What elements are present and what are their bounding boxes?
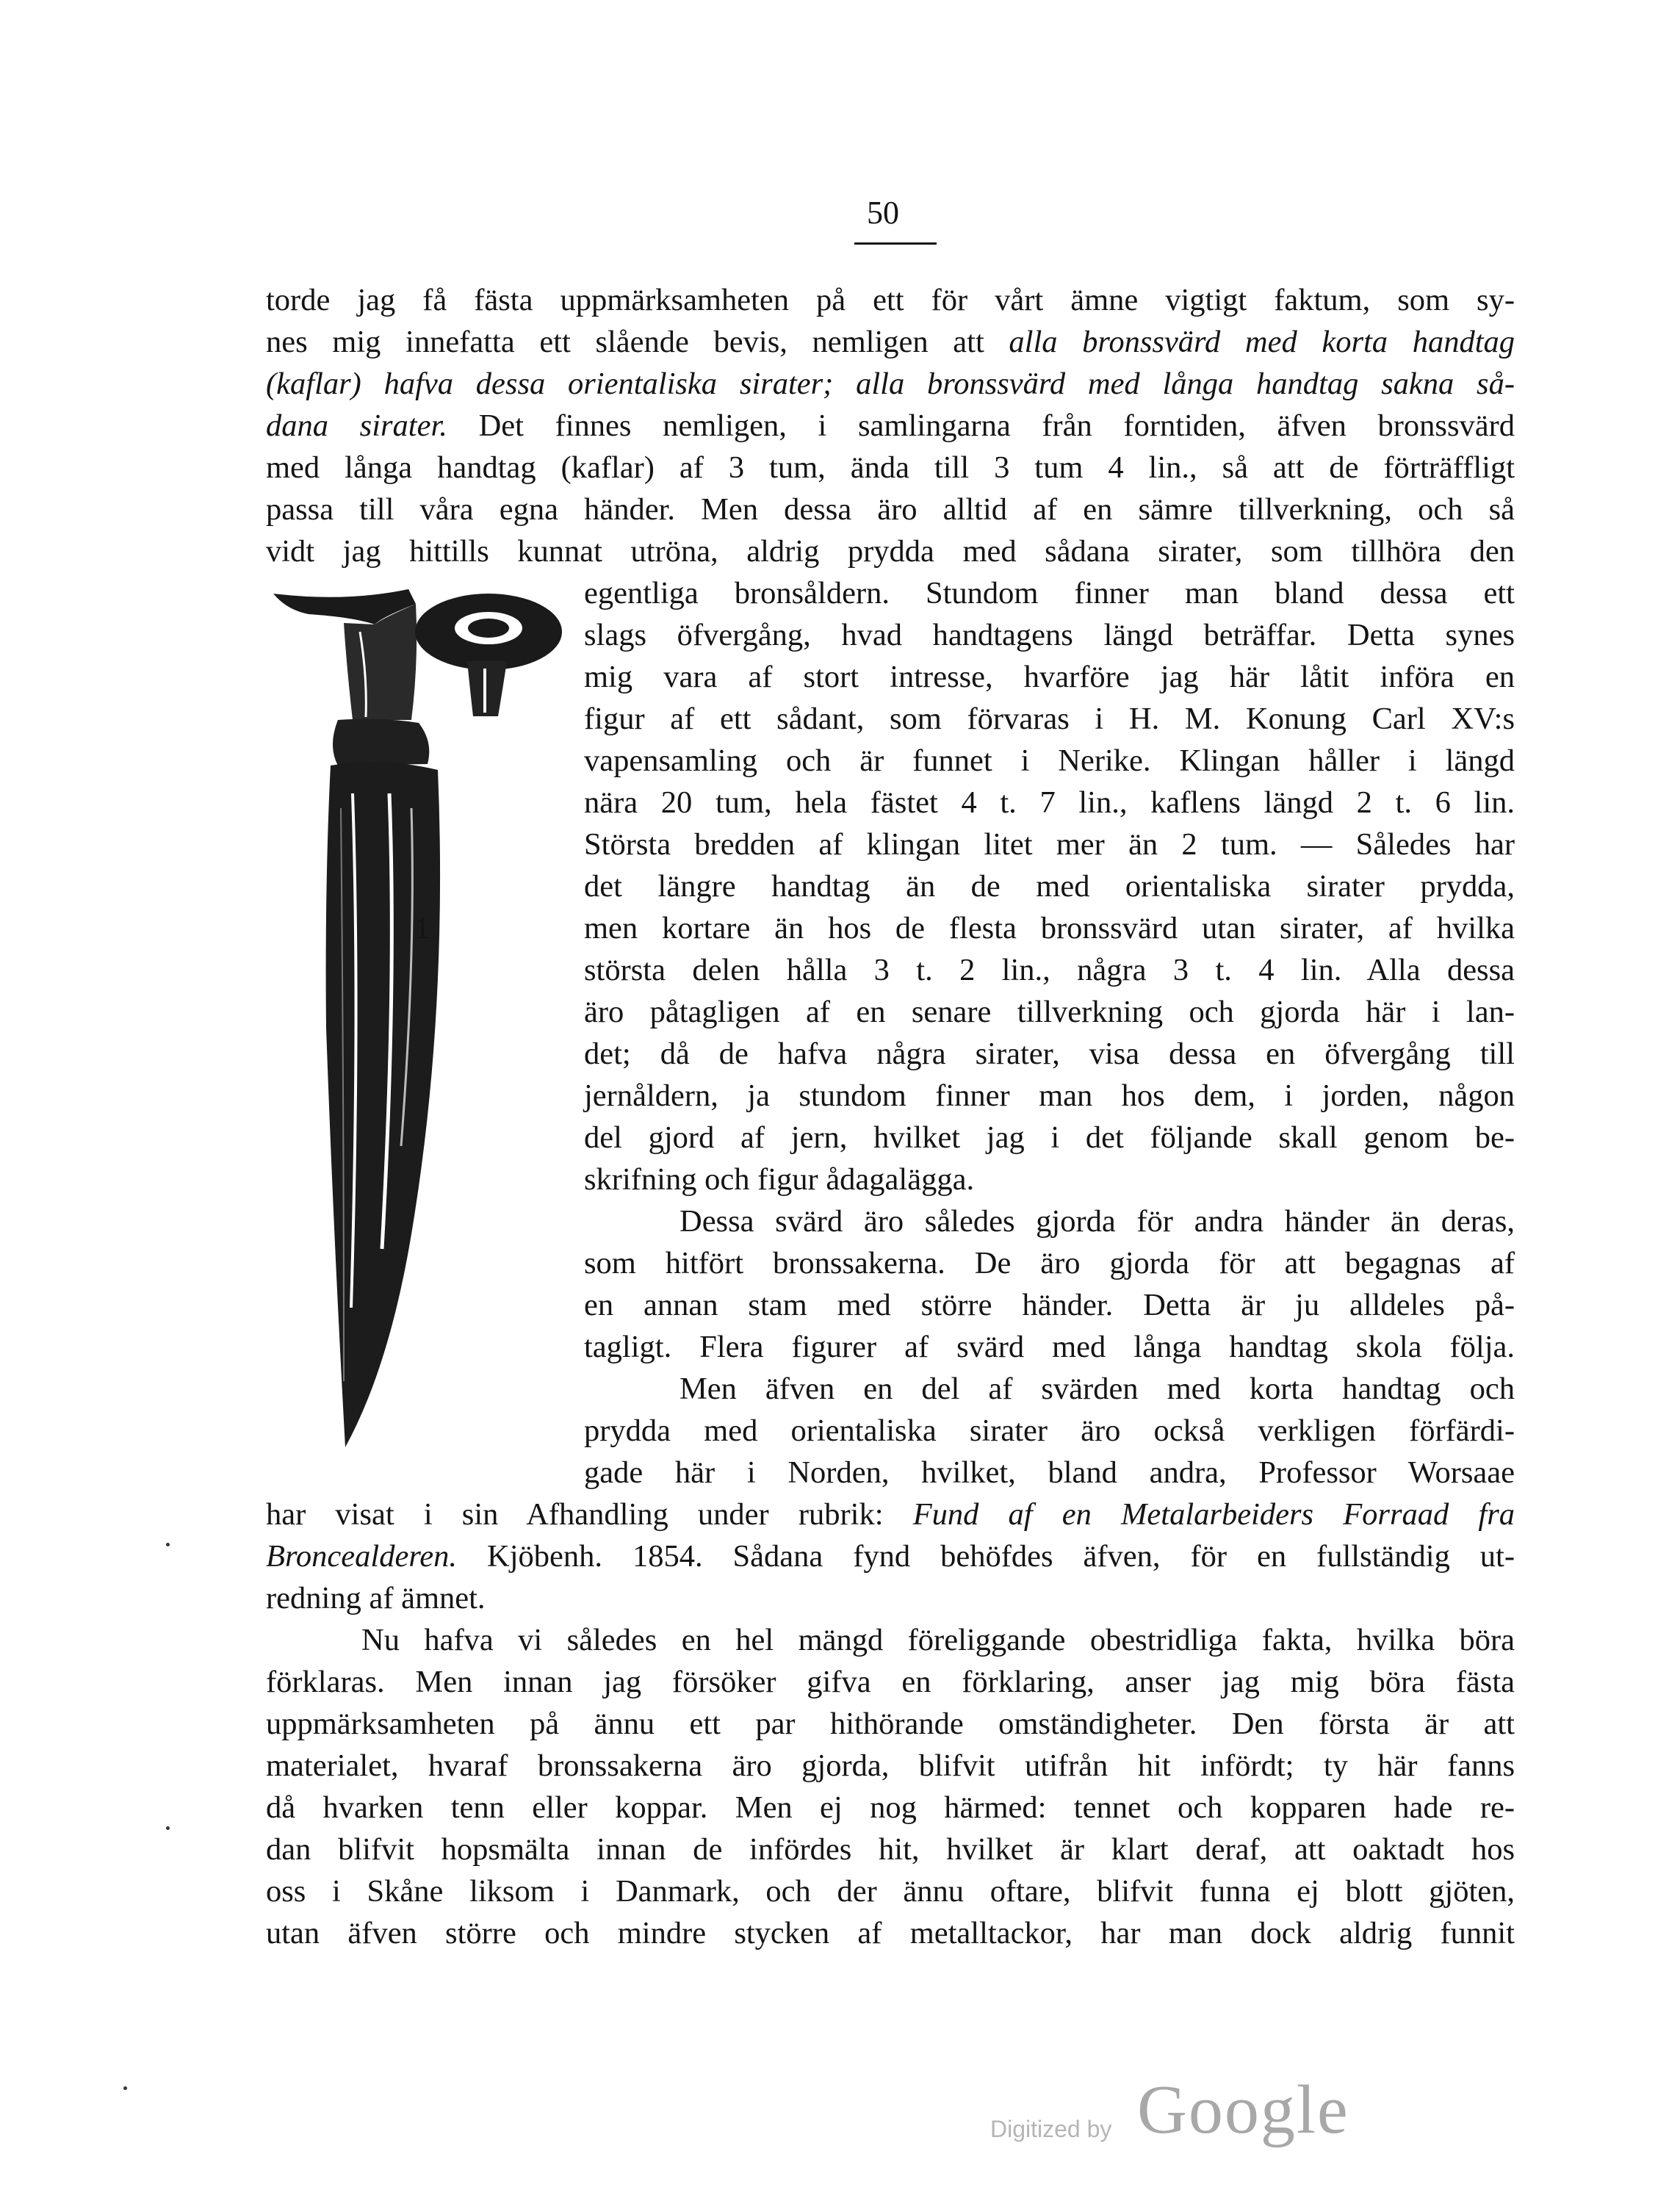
digitized-by-text: Digitized by: [990, 2116, 1112, 2142]
text-line: egentliga bronsåldern. Stundom finner man bland dessa ett: [584, 576, 1515, 610]
text-line: [266, 321, 1515, 363]
text-line: utan äfven större och mindre stycken af metalltackor, har man dock aldrig funnit: [266, 1916, 1515, 1950]
margin-speck: [166, 1826, 170, 1830]
text-span: Det finnes nemligen, i samlingarna från forntiden, äfven bronssvärd: [478, 408, 1515, 443]
text-line: gade här i Norden, hvilket, bland andra, Professor Worsaae: [584, 1455, 1515, 1490]
text-line: äro påtagligen af en senare tillverkning och gjorda här i lan-: [584, 995, 1515, 1029]
text-line: vidt jag hittills kunnat utröna, aldrig prydda med sådana sirater, som tillhöra den: [266, 534, 1515, 569]
text-line: uppmärksamheten på ännu ett par hithörande omständigheter. Den första är att: [266, 1707, 1515, 1741]
text-span: Kjöbenh. 1854. Sådana fynd behöfdes äfven, för en fullständig ut-: [487, 1539, 1515, 1574]
text-line: en annan stam med större händer. Detta är ju alldeles på-: [584, 1288, 1515, 1322]
text-line: det; då de hafva några sirater, visa dessa en öfvergång till: [584, 1037, 1515, 1071]
page-number-rule: [854, 242, 937, 245]
text-line: men kortare än hos de flesta bronssvärd utan sirater, af hvilka: [584, 911, 1515, 945]
text-line: figur af ett sådant, som förvaras i H. M. Konung Carl XV:s: [584, 702, 1515, 736]
text-line: [266, 405, 1515, 447]
text-line: Dessa svärd äro således gjorda för andra händer än deras,: [680, 1204, 1515, 1239]
text-line: dan blifvit hopsmälta innan de infördes hit, hvilket är klart deraf, att oaktadt hos: [266, 1832, 1515, 1867]
italic-span: dana sirater.: [266, 408, 447, 443]
text-line: [266, 1535, 1515, 1577]
text-line: torde jag få fästa uppmärksamheten på ett för vårt ämne vigtigt faktum, som sy-: [266, 283, 1515, 317]
text-line: Största bredden af klingan litet mer än 2 tum. — Således har: [584, 827, 1515, 862]
text-line: materialet, hvaraf bronssakerna äro gjorda, blifvit utifrån hit infördt; ty här fanns: [266, 1748, 1515, 1783]
text-line: Men äfven en del af svärden med korta handtag och: [680, 1372, 1515, 1406]
italic-span: Fund af en Metalarbeiders Forraad fra: [912, 1497, 1515, 1532]
text-line: prydda med orientaliska sirater äro också verkligen förfärdi-: [584, 1413, 1515, 1448]
pommel-detail: [411, 588, 566, 720]
text-line: förklaras. Men innan jag försöker gifva en förklaring, anser jag mig böra fästa: [266, 1665, 1515, 1699]
margin-speck: [166, 1543, 170, 1546]
italic-span: alla bronssvärd med korta handtag: [1009, 325, 1515, 359]
text-line: mig vara af stort intresse, hvarföre jag här låtit införa en: [584, 660, 1515, 694]
text-line: största delen hålla 3 t. 2 lin., några 3 t. 4 lin. Alla dessa: [584, 953, 1515, 987]
text-line: tagligt. Flera figurer af svärd med långa handtag skola följa.: [584, 1330, 1515, 1364]
text-line: som hitfört bronssakerna. De äro gjorda för att begagnas af: [584, 1246, 1515, 1280]
text-line: det längre handtag än de med orientaliska sirater prydda,: [584, 869, 1515, 904]
text-line: del gjord af jern, hvilket jag i det följande skall genom be-: [584, 1120, 1515, 1155]
italic-span: Broncealderen.: [266, 1539, 458, 1574]
google-logo: Google: [1137, 2072, 1349, 2148]
text-line: jernåldern, ja stundom finner man hos dem, i jorden, någon: [584, 1078, 1515, 1113]
text-span: nes mig innefatta ett slående bevis, nemligen att: [266, 325, 984, 359]
text-line: med långa handtag (kaflar) af 3 tum, ända till 3 tum 4 lin., så att de förträffligt: [266, 450, 1515, 485]
text-line: slags öfvergång, hvad handtagens längd beträffar. Detta synes: [584, 618, 1515, 652]
text-span: har visat i sin Afhandling under rubrik:: [266, 1497, 884, 1532]
text-line: [266, 363, 1515, 405]
figure-label: 1: [415, 912, 430, 945]
text-line: oss i Skåne liksom i Danmark, och der ännu oftare, blifvit funna ej blott gjöten,: [266, 1874, 1515, 1909]
text-line: redning af ämnet.: [266, 1581, 486, 1615]
text-line: Nu hafva vi således en hel mängd föreliggande obestridliga fakta, hvilka böra: [361, 1623, 1515, 1657]
text-line: [266, 1494, 1515, 1535]
text-line: nära 20 tum, hela fästet 4 t. 7 lin., kaflens längd 2 t. 6 lin.: [584, 785, 1515, 820]
text-line: vapensamling och är funnet i Nerike. Klingan håller i längd: [584, 743, 1515, 778]
margin-speck: [123, 2086, 127, 2090]
text-line: då hvarken tenn eller koppar. Men ej nog härmed: tennet och kopparen hade re-: [266, 1790, 1515, 1825]
text-line: skrifning och figur ådagalägga.: [584, 1162, 975, 1197]
italic-span: (kaflar) hafva dessa orientaliska sirater; alla bronssvärd med långa handtag sakna så-: [266, 367, 1515, 401]
page-number: 50: [867, 195, 899, 231]
text-line: passa till våra egna händer. Men dessa äro alltid af en sämre tillverkning, och så: [266, 492, 1515, 527]
